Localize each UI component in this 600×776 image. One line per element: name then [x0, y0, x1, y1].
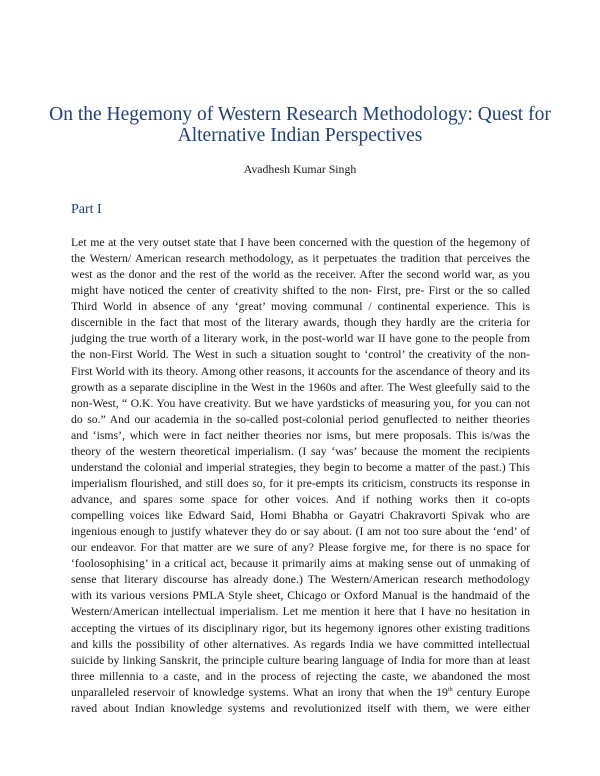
text-line: growth as a separate discipline in the West in the 1960s and after. The West gleefully said to the — [71, 380, 530, 394]
title-line: On the Hegemony of Western Research Methodology: Quest for — [49, 104, 551, 125]
text-line: advance, and spares some space for other voices. And if nothing works then it co-opts — [71, 493, 530, 506]
text-line: compelling voices like Edward Said, Homi Bhabha or Gayatri Chakravorti Spivak who are — [71, 509, 530, 523]
text-line: and ‘isms’, which were in fact neither theories nor isms, but mere proposals. This is/was the — [71, 428, 530, 442]
title-line: Alternative Indian Perspectives — [177, 125, 423, 146]
text-line: judging the true worth of a literary work, in the post-world war II have gone to the people from — [71, 332, 530, 346]
text-line: Let me at the very outset state that I have been concerned with the question of the hegemony of — [71, 236, 530, 249]
text-line: accepting the virtues of its disciplinary rigor, but its hegemony ignores other existing traditions — [71, 621, 530, 635]
document-title — [40, 104, 560, 146]
text-line: understand the colonial and imperial strategies, they begin to become a matter of the past.) This — [71, 460, 530, 474]
text-line: three millennia to a caste, and in the process of rejecting the caste, we abandoned the most — [71, 669, 530, 683]
superscript: th — [447, 686, 453, 693]
text-line: non-West, “ O.K. You have creativity. But we have yardsticks of measuring you, for you can not — [71, 396, 530, 410]
text-line: suicide by linking Sanskrit, the principle culture bearing language of India for more than at least — [71, 653, 530, 667]
body-paragraph — [71, 235, 530, 717]
section-heading: Part I — [71, 202, 102, 217]
text-line: and kills the possibility of other alternatives. As regards India we have committed intellectual — [71, 637, 530, 651]
text-line: sense that literary discourse has already done.) The Western/American research methodology — [71, 573, 530, 587]
text-fragment: unparalleled reservoir of knowledge systems. What an irony that when the 19 — [71, 685, 448, 699]
text-line — [71, 685, 530, 701]
text-line: our endeavor. For that matter are we sure of any? Please forgive me, for there is no space for — [71, 541, 530, 555]
text-line: west as the donor and the rest of the world as the receiver. After the second world war, as you — [71, 268, 530, 282]
text-line: ‘foolosophising’ in a critical act, because it primarily aims at making sense out of unmaking of — [71, 557, 530, 571]
text-line: First World with its theory. Among other reasons, it accounts for the ascendance of theory and its — [71, 364, 530, 378]
text-line: the non-First World. The West in such a situation sought to ‘control’ the creativity of the non- — [71, 348, 530, 362]
text-line: do so.” And our academia in the so-called post-colonial period genuflected to neither theories — [71, 412, 530, 426]
text-line: ingenious enough to justify whatever they do or say about. (I am not too sure about the ‘end’ of — [71, 525, 530, 539]
text-line: Third World in absence of any ‘great’ moving communal / continental experience. This is — [71, 300, 530, 314]
text-line: discernible in the fact that most of the literary awards, though they hardly are the criteria for — [71, 316, 530, 330]
author-name: Avadhesh Kumar Singh — [243, 162, 357, 176]
text-line: might have noticed the center of creativity shifted to the non- First, pre- First or the so called — [71, 284, 530, 298]
text-line: the Western/ American research methodology, as it perpetuates the tradition that perceives the — [71, 252, 530, 266]
text-fragment: century Europe — [452, 685, 530, 699]
text-line: theory of the western theoretical imperialism. (I say ‘was’ because the moment the recipients — [71, 444, 530, 458]
text-line: Western/American intellectual imperialism. Let me mention it here that I have no hesitation in — [71, 605, 530, 619]
text-line: raved about Indian knowledge systems and revolutionized itself with them, we were either — [71, 701, 530, 715]
text-line: imperialism flourished, and still does so, for it pre-empts its criticism, constructs its response in — [71, 476, 530, 490]
text-line: with its various versions PMLA Style sheet, Chicago or Oxford Manual is the handmaid of the — [71, 589, 530, 603]
